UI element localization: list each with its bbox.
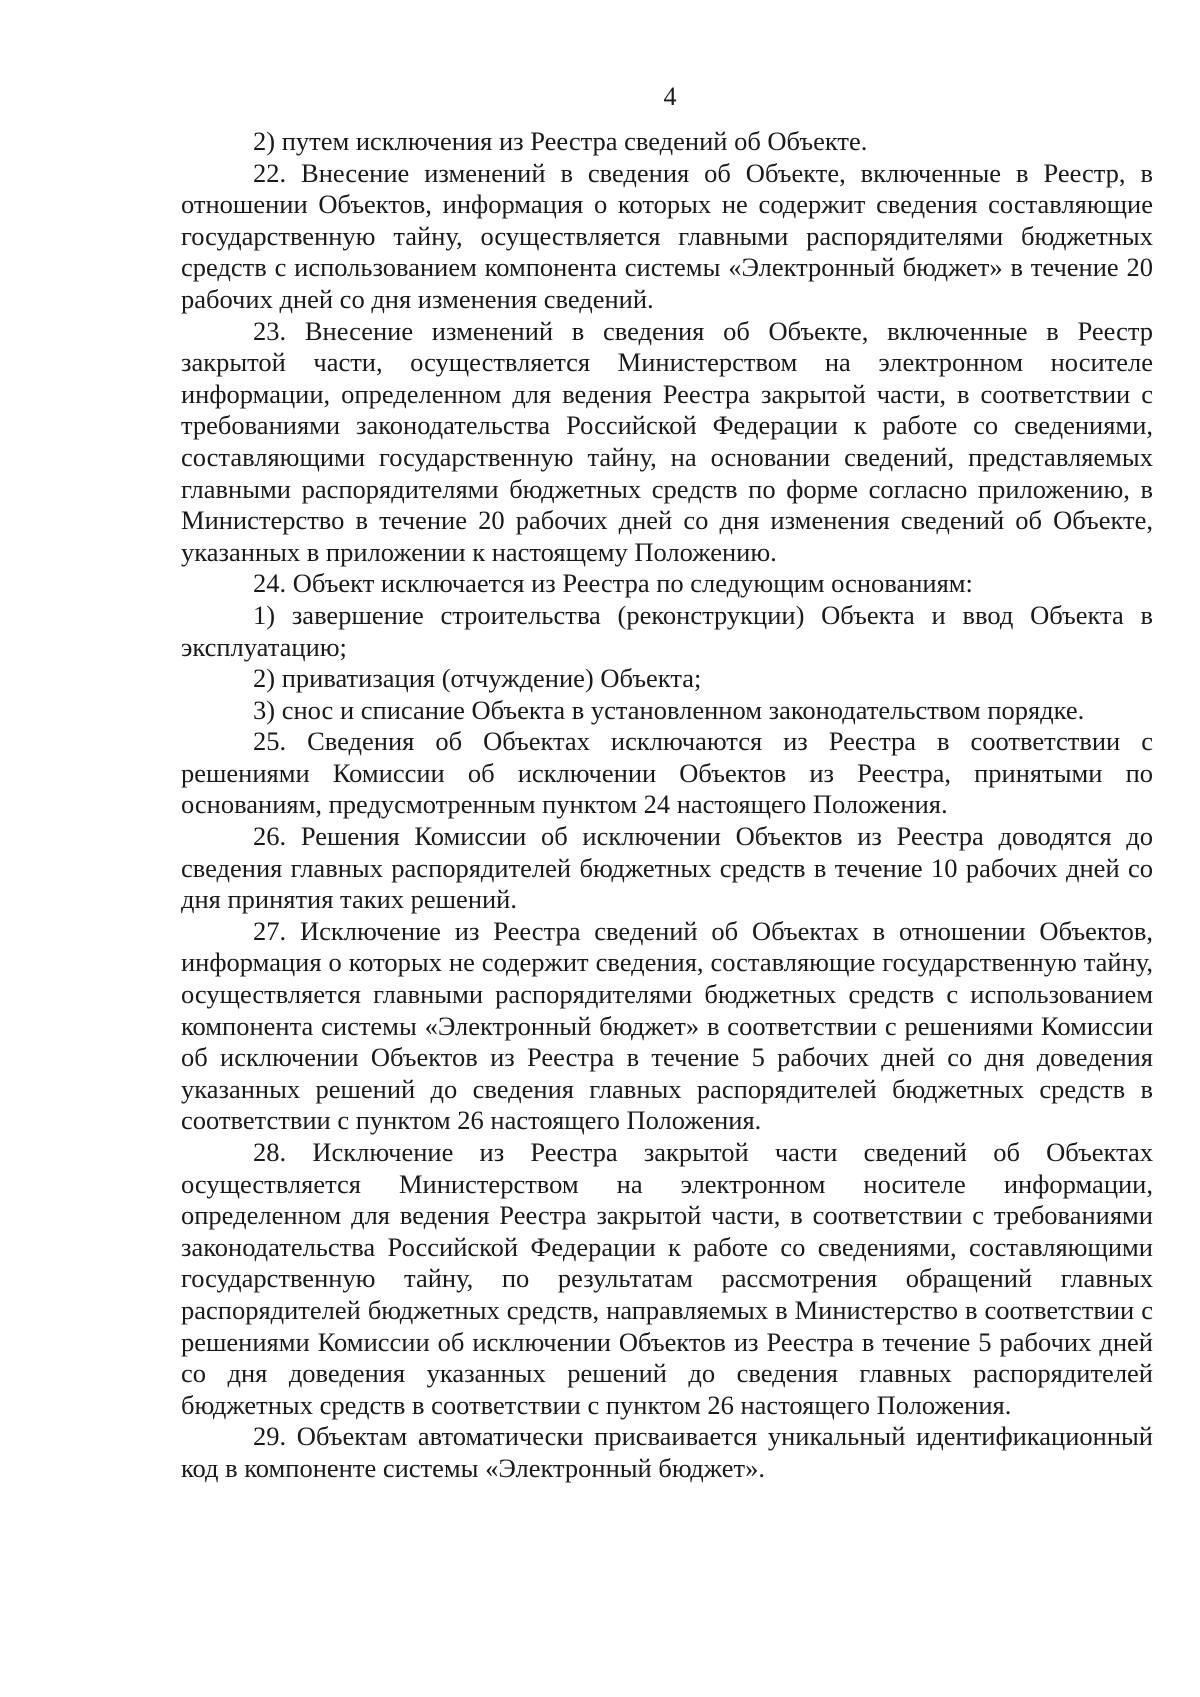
paragraph-26: 26. Решения Комиссии об исключении Объектов из Реестра доводятся до сведения главных распорядителей бюджетных средств в течение 10 рабочих дней со дня принятия таких решений. xyxy=(181,821,1153,915)
paragraph-25: 25. Сведения об Объектах исключаются из Реестра в соответствии с решениями Комиссии об исключении Объектов из Реестра, принятыми по основаниям, предусмотренным пунктом 24 настоящего Положения. xyxy=(181,726,1153,820)
paragraph-21-item-2: 2) путем исключения из Реестра сведений об Объекте. xyxy=(253,126,868,156)
paragraph-29: 29. Объектам автоматически присваивается уникальный идентификационный код в компоненте системы «Электронный бюджет». xyxy=(181,1421,1153,1483)
paragraph-22: 22. Внесение изменений в сведения об Объекте, включенные в Реестр, в отношении Объектов, информация о которых не содержит сведения составляющие государственную тайну, осуществляется главными распорядителями бюджетных средств с использованием компонента системы «Электронный бюджет» в течение 20 рабочих дней со дня изменения сведений. xyxy=(181,157,1153,314)
paragraph-24-item-2: 2) приватизация (отчуждение) Объекта; xyxy=(253,663,702,694)
paragraph-28: 28. Исключение из Реестра закрытой части сведений об Объектах осуществляется Министерством на электронном носителе информации, определенном для ведения Реестра закрытой части, в соответствии с требованиями законодательства Российской Федерации к работе со сведениями, составляющими государственную тайну, по результатам рассмотрения обращений главных распорядителей бюджетных средств, направляемых в Министерство в соответствии с решениями Комиссии об исключении Объектов из Реестра в течение 5 рабочих дней со дня доведения указанных решений до сведения главных распорядителей бюджетных средств в соответствии с пунктом 26 настоящего Положения. xyxy=(181,1137,1153,1420)
paragraph-24: 24. Объект исключается из Реестра по следующим основаниям: xyxy=(253,568,973,599)
paragraph-24-item-1: 1) завершение строительства (реконструкции) Объекта и ввод Объекта в эксплуатацию; xyxy=(181,599,1153,662)
page-number: 4 xyxy=(663,82,677,111)
paragraph-27: 27. Исключение из Реестра сведений об Объектах в отношении Объектов, информация о которых не содержит сведения, составляющие государственную тайну, осуществляется главными распорядителями бюджетных средств с использованием компонента системы «Электронный бюджет» в соответствии с решениями Комиссии об исключении Объектов из Реестра в течение 5 рабочих дней со дня доведения указанных решений до сведения главных распорядителей бюджетных средств в соответствии с пунктом 26 настоящего Положения. xyxy=(181,915,1153,1136)
paragraph-24-item-3: 3) снос и списание Объекта в установленном законодательством порядке. xyxy=(253,694,1085,725)
paragraph-23: 23. Внесение изменений в сведения об Объекте, включенные в Реестр закрытой части, осуществляется Министерством на электронном носителе информации, определенном для ведения Реестра закрытой части, в соответствии с требованиями законодательства Российской Федерации к работе со сведениями, составляющими государственную тайну, на основании сведений, представляемых главными распорядителями бюджетных средств по форме согласно приложению, в Министерство в течение 20 рабочих дней со дня изменения сведений об Объекте, указанных в приложении к настоящему Положению. xyxy=(181,315,1153,567)
document-body xyxy=(181,126,1153,1485)
